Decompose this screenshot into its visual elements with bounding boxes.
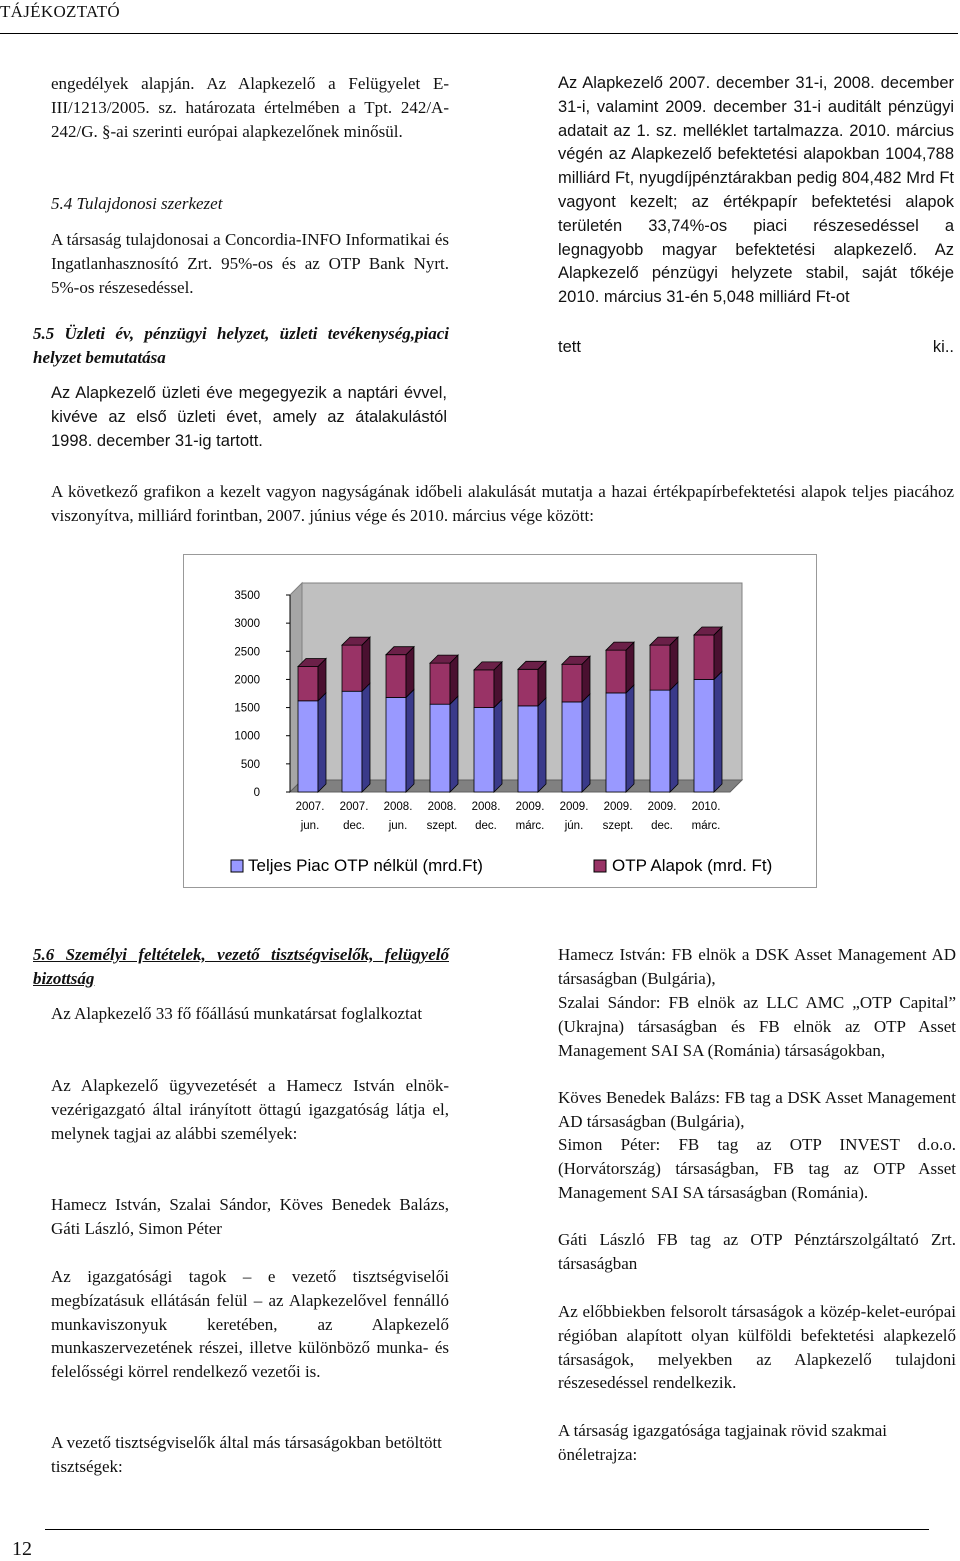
y-tick-label: 500 <box>240 758 260 771</box>
gati-paragraph: Gáti László FB tag az OTP Pénztárszolgáltató Zrt. társaságban <box>558 1230 956 1273</box>
x-tick-label-year: 2008. <box>383 801 413 813</box>
bar-teljes-piac <box>474 708 494 792</box>
bar-teljes-piac-side <box>450 696 458 792</box>
bar-otp-alapok <box>606 650 626 693</box>
bar-teljes-piac-side <box>406 689 414 792</box>
bar-otp-alapok-side <box>362 637 370 691</box>
y-tick-label: 2000 <box>234 674 260 687</box>
members-paragraph: Hamecz István, Szalai Sándor, Köves Benedek Balázs, Gáti László, Simon Péter <box>51 1195 449 1238</box>
x-tick-label-month: dec. <box>343 820 365 832</box>
header-rule <box>0 33 958 34</box>
legend-swatch-otp-alapok <box>594 860 606 872</box>
bar-teljes-piac-side <box>582 694 590 792</box>
bar-teljes-piac <box>298 701 318 792</box>
bar-teljes-piac-side <box>362 683 370 792</box>
header-title: TÁJÉKOZTATÓ <box>0 2 120 21</box>
bar-otp-alapok <box>562 664 582 702</box>
bar-otp-alapok-side <box>714 627 722 679</box>
cv-intro-paragraph: A társaság igazgatósága tagjainak rövid szakmai önéletrajza: <box>558 1421 888 1464</box>
bar-teljes-piac-side <box>318 693 326 792</box>
officers-paragraph: Az igazgatósági tagok – e vezető tisztségviselői megbízatásuk ellátásán felül – az Alapkezelővel fennálló munkaviszonyuk keretében, az Alapkezelő munkaszervezetének részei, illetve különböző munka- és felelősségi körrel rendelkező vezetői is. <box>51 1267 449 1382</box>
hamecz-paragraph: Hamecz István: FB elnök a DSK Asset Management AD társaságban (Bulgária), <box>558 945 956 988</box>
x-tick-label-month: dec. <box>651 820 673 832</box>
bar-teljes-piac-side <box>494 700 502 792</box>
bar-otp-alapok <box>694 635 714 679</box>
subsidiaries-paragraph: Az előbbiekben felsorolt társaságok a közép-kelet-európai régióban alapított olyan külföldi befektetési alapkezelő társaságok, melyekben az Alapkezelő tulajdoni részesedéssel rendelkezik. <box>558 1302 956 1393</box>
bar-otp-alapok <box>650 645 670 690</box>
x-tick-label-year: 2009. <box>603 801 633 813</box>
bar-otp-alapok-side <box>670 637 678 690</box>
bar-otp-alapok <box>386 655 406 698</box>
owners-paragraph: A társaság tulajdonosai a Concordia-INFO Informatikai és Ingatlanhasznosító Zrt. 95%-os és az OTP Bank Nyrt. 5%-os részesedéssel. <box>51 230 449 297</box>
y-tick-label: 1500 <box>234 702 260 715</box>
x-tick-label-month: márc. <box>515 820 545 832</box>
bar-teljes-piac-side <box>538 698 546 792</box>
bar-teljes-piac <box>430 704 450 792</box>
y-tick-label: 3000 <box>234 618 260 631</box>
bar-teljes-piac <box>650 690 670 792</box>
y-tick-label: 3500 <box>234 590 260 602</box>
x-tick-label-year: 2008. <box>471 801 501 813</box>
x-tick-label-month: szept. <box>602 820 634 832</box>
x-tick-label-year: 2007. <box>295 801 325 813</box>
x-tick-label-month: szept. <box>426 820 458 832</box>
x-tick-label-year: 2009. <box>559 801 589 813</box>
bar-otp-alapok <box>342 645 362 691</box>
bar-teljes-piac <box>562 702 582 792</box>
positions-paragraph: A vezető tisztségviselők által más társaságokban betöltött tisztségek: <box>51 1433 442 1476</box>
x-tick-label-month: márc. <box>691 820 721 832</box>
section-5-4-heading: 5.4 Tulajdonosi szerkezet <box>51 194 223 213</box>
chart-intro-paragraph: A következő grafikon a kezelt vagyon nagyságának időbeli alakulását mutatja a hazai értékpapírbefektetési alapok teljes piacához viszonyítva, milliárd forintban, 2007. június vége és 2010. március vége között: <box>51 482 954 525</box>
finance-paragraph-end <box>558 336 954 360</box>
bar-teljes-piac-side <box>670 682 678 792</box>
bar-teljes-piac <box>386 697 406 792</box>
bar-otp-alapok <box>518 669 538 706</box>
page-number: 12 <box>12 1538 32 1560</box>
bar-otp-alapok <box>298 666 318 700</box>
legend-swatch-teljes-piac <box>231 860 243 872</box>
bar-otp-alapok <box>430 663 450 704</box>
section-5-5-heading: 5.5 Üzleti év, pénzügyi helyzet, üzleti tevékenység,piaci helyzet bemutatása <box>33 324 449 367</box>
finance-end-right: ki.. <box>932 338 954 356</box>
bar-otp-alapok-side <box>406 647 414 698</box>
footer-rule <box>45 1529 929 1530</box>
koves-paragraph: Köves Benedek Balázs: FB tag a DSK Asset Management AD társaságban (Bulgária), <box>558 1088 956 1131</box>
legend-label-teljes-piac: Teljes Piac OTP nélkül (mrd.Ft) <box>248 856 483 875</box>
y-tick-label: 1000 <box>234 730 260 743</box>
x-tick-label-month: dec. <box>475 820 497 832</box>
finance-end-left: tett <box>558 338 581 356</box>
bar-otp-alapok <box>474 670 494 708</box>
bar-teljes-piac <box>342 691 362 792</box>
business-year-paragraph: Az Alapkezelő üzleti éve megegyezik a naptári évvel, kivéve az első üzleti évet, amely az átalakulástól 1998. december 31-ig tartott. <box>51 384 447 450</box>
legend-label-otp-alapok: OTP Alapok (mrd. Ft) <box>612 856 773 875</box>
bar-teljes-piac <box>606 693 626 792</box>
x-tick-label-year: 2009. <box>515 801 545 813</box>
bar-otp-alapok-side <box>626 642 634 693</box>
x-tick-label-month: jún. <box>564 820 584 832</box>
bar-teljes-piac <box>518 706 538 792</box>
x-tick-label-month: jun. <box>300 820 320 832</box>
board-paragraph: Az Alapkezelő ügyvezetését a Hamecz István elnök-vezérigazgató által irányított öttagú igazgatóság látja el, melynek tagjai az alábbi személyek: <box>51 1076 449 1143</box>
x-tick-label-year: 2008. <box>427 801 457 813</box>
x-tick-label-year: 2007. <box>339 801 369 813</box>
y-tick-label: 2500 <box>234 646 260 659</box>
szalai-paragraph: Szalai Sándor: FB elnök az LLC AMC „OTP Capital” (Ukrajna) társaságban és FB elnök az OTP Asset Management SAI SA (Románia) társaságokban, <box>558 993 956 1060</box>
stacked-bar-chart <box>184 555 816 887</box>
simon-paragraph: Simon Péter: FB tag az OTP INVEST d.o.o. (Horvátország) társaságban, FB tag az OTP Asset Management SAI SA társaságban (Románia). <box>558 1135 956 1202</box>
staff-paragraph: Az Alapkezelő 33 fő főállású munkatársat foglalkoztat <box>51 1004 423 1023</box>
x-tick-label-year: 2010. <box>691 801 721 813</box>
finance-paragraph: Az Alapkezelő 2007. december 31-i, 2008. december 31-i, valamint 2009. december 31-i auditált pénzügyi adatait az 1. sz. melléklet tartalmazza. 2010. március végén az Alapkezelő befektetési alapokban 1004,788 milliárd Ft, nyugdíjpénztárakban pedig 804,482 Mrd Ft vagyont kezelt; az értékpapír befektetési alapok területén 33,74%-os piaci részesedéssel a legnagyobb magyar befektetési alapkezelő. Az Alapkezelő pénzügyi helyzete stabil, saját tőkéje 2010. március 31-én 5,048 milliárd Ft-ot <box>558 74 954 307</box>
y-tick-label: 0 <box>253 787 260 799</box>
chart-frame <box>183 554 817 888</box>
bar-teljes-piac <box>694 679 714 792</box>
x-tick-label-year: 2009. <box>647 801 677 813</box>
section-5-6-heading: 5.6 Személyi feltételek, vezető tisztségviselők, felügyelő bizottság <box>33 945 449 988</box>
bar-teljes-piac-side <box>714 671 722 792</box>
bar-teljes-piac-side <box>626 685 634 792</box>
x-tick-label-month: jun. <box>388 820 408 832</box>
intro-paragraph: engedélyek alapján. Az Alapkezelő a Felügyelet E-III/1213/2005. sz. határozata értelmében a Tpt. 242/A-242/G. §-ai szerinti európai alapkezelőnek minősül. <box>51 74 449 141</box>
